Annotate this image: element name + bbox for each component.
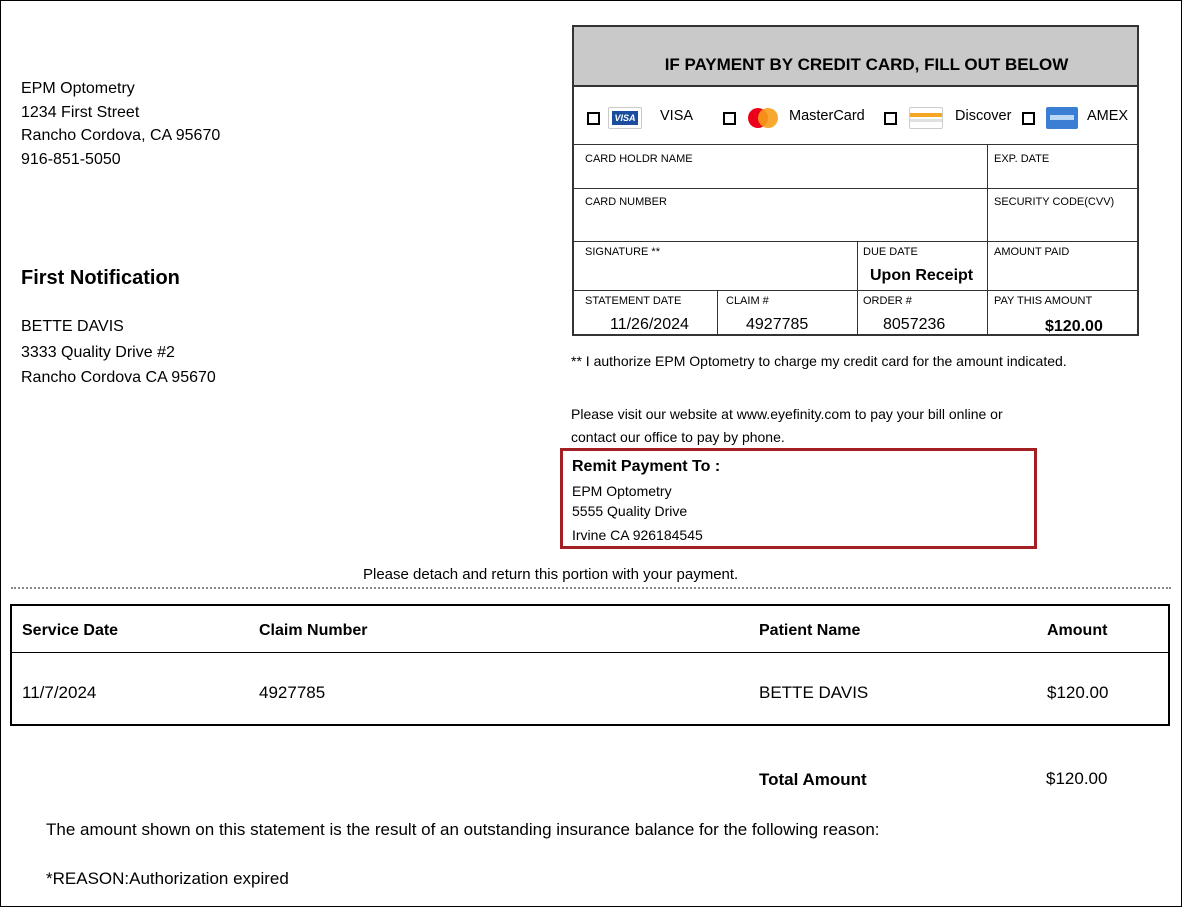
amount-paid-label: AMOUNT PAID [994, 246, 1070, 258]
card-type-row [574, 87, 1137, 145]
card-number-label: CARD NUMBER [585, 196, 667, 208]
practice-city: Rancho Cordova, CA 95670 [21, 127, 221, 144]
exp-date-label: EXP. DATE [994, 153, 1050, 165]
claim-label: CLAIM # [726, 295, 769, 307]
authorize-text: ** I authorize EPM Optometry to charge my credit card for the amount indicated. [571, 353, 1067, 369]
amex-checkbox[interactable] [1022, 112, 1035, 125]
discover-logo-icon [909, 107, 943, 129]
order-value: 8057236 [883, 316, 946, 333]
form-divider [574, 188, 1137, 189]
row-service-date: 11/7/2024 [22, 683, 97, 702]
practice-address [21, 77, 220, 171]
mastercard-logo-icon [746, 106, 780, 130]
practice-name: EPM Optometry [21, 80, 135, 97]
discover-checkbox[interactable] [884, 112, 897, 125]
website-line-2: contact our office to pay by phone. [571, 429, 785, 445]
header-amount: Amount [1047, 622, 1108, 639]
remit-name: EPM Optometry [572, 483, 672, 499]
remit-title: Remit Payment To : [572, 458, 721, 475]
order-label: ORDER # [863, 295, 912, 307]
visa-checkbox[interactable] [587, 112, 600, 125]
due-date-value: Upon Receipt [870, 267, 974, 284]
patient-city: Rancho Cordova CA 95670 [21, 369, 216, 386]
remit-payment-box [560, 448, 1037, 549]
service-table [10, 604, 1170, 726]
patient-name: BETTE DAVIS [21, 318, 124, 335]
header-claim-number: Claim Number [259, 622, 368, 639]
detach-line [11, 587, 1171, 589]
pay-amount-value: $120.00 [1045, 318, 1103, 335]
visa-logo-icon: VISA [608, 107, 642, 129]
claim-value: 4927785 [746, 316, 809, 333]
visa-label: VISA [660, 108, 694, 124]
signature-label: SIGNATURE ** [585, 246, 660, 258]
table-header-divider [12, 652, 1168, 653]
header-service-date: Service Date [22, 622, 119, 639]
amex-logo-icon [1046, 107, 1078, 129]
patient-street: 3333 Quality Drive #2 [21, 343, 175, 361]
practice-phone: 916-851-5050 [21, 150, 121, 168]
discover-label: Discover [955, 108, 1012, 124]
statement-date-label: STATEMENT DATE [585, 295, 682, 307]
due-date-label: DUE DATE [863, 246, 918, 258]
practice-street: 1234 First Street [21, 103, 140, 121]
remit-street: 5555 Quality Drive [572, 503, 688, 519]
total-value: $120.00 [1046, 769, 1108, 788]
reason-intro: The amount shown on this statement is the result of an outstanding insurance balance for the following reason: [46, 820, 880, 839]
card-holder-label: CARD HOLDR NAME [585, 153, 693, 165]
reason-text: *REASON:Authorization expired [46, 869, 289, 888]
security-code-label: SECURITY CODE(CVV) [994, 196, 1115, 208]
website-note [571, 403, 1003, 449]
mastercard-label: MasterCard [789, 108, 865, 124]
website-line-1: Please visit our website at www.eyefinity.com to pay your bill online or [571, 406, 1003, 422]
notice-title: First Notification [21, 267, 180, 289]
patient-address [21, 314, 216, 391]
pay-amount-label: PAY THIS AMOUNT [994, 295, 1093, 307]
row-patient-name: BETTE DAVIS [759, 683, 869, 702]
mastercard-checkbox[interactable] [723, 112, 736, 125]
header-patient-name: Patient Name [759, 622, 861, 639]
amex-label: AMEX [1087, 108, 1129, 124]
statement-date-value: 11/26/2024 [610, 316, 689, 333]
detach-instruction: Please detach and return this portion with your payment. [363, 566, 739, 583]
cc-form-title: IF PAYMENT BY CREDIT CARD, FILL OUT BELOW [574, 27, 1137, 87]
row-amount: $120.00 [1047, 683, 1109, 702]
credit-card-form [572, 25, 1139, 336]
total-label: Total Amount [759, 770, 867, 789]
remit-city: Irvine CA 926184545 [572, 527, 703, 543]
row-claim-number: 4927785 [259, 683, 326, 702]
